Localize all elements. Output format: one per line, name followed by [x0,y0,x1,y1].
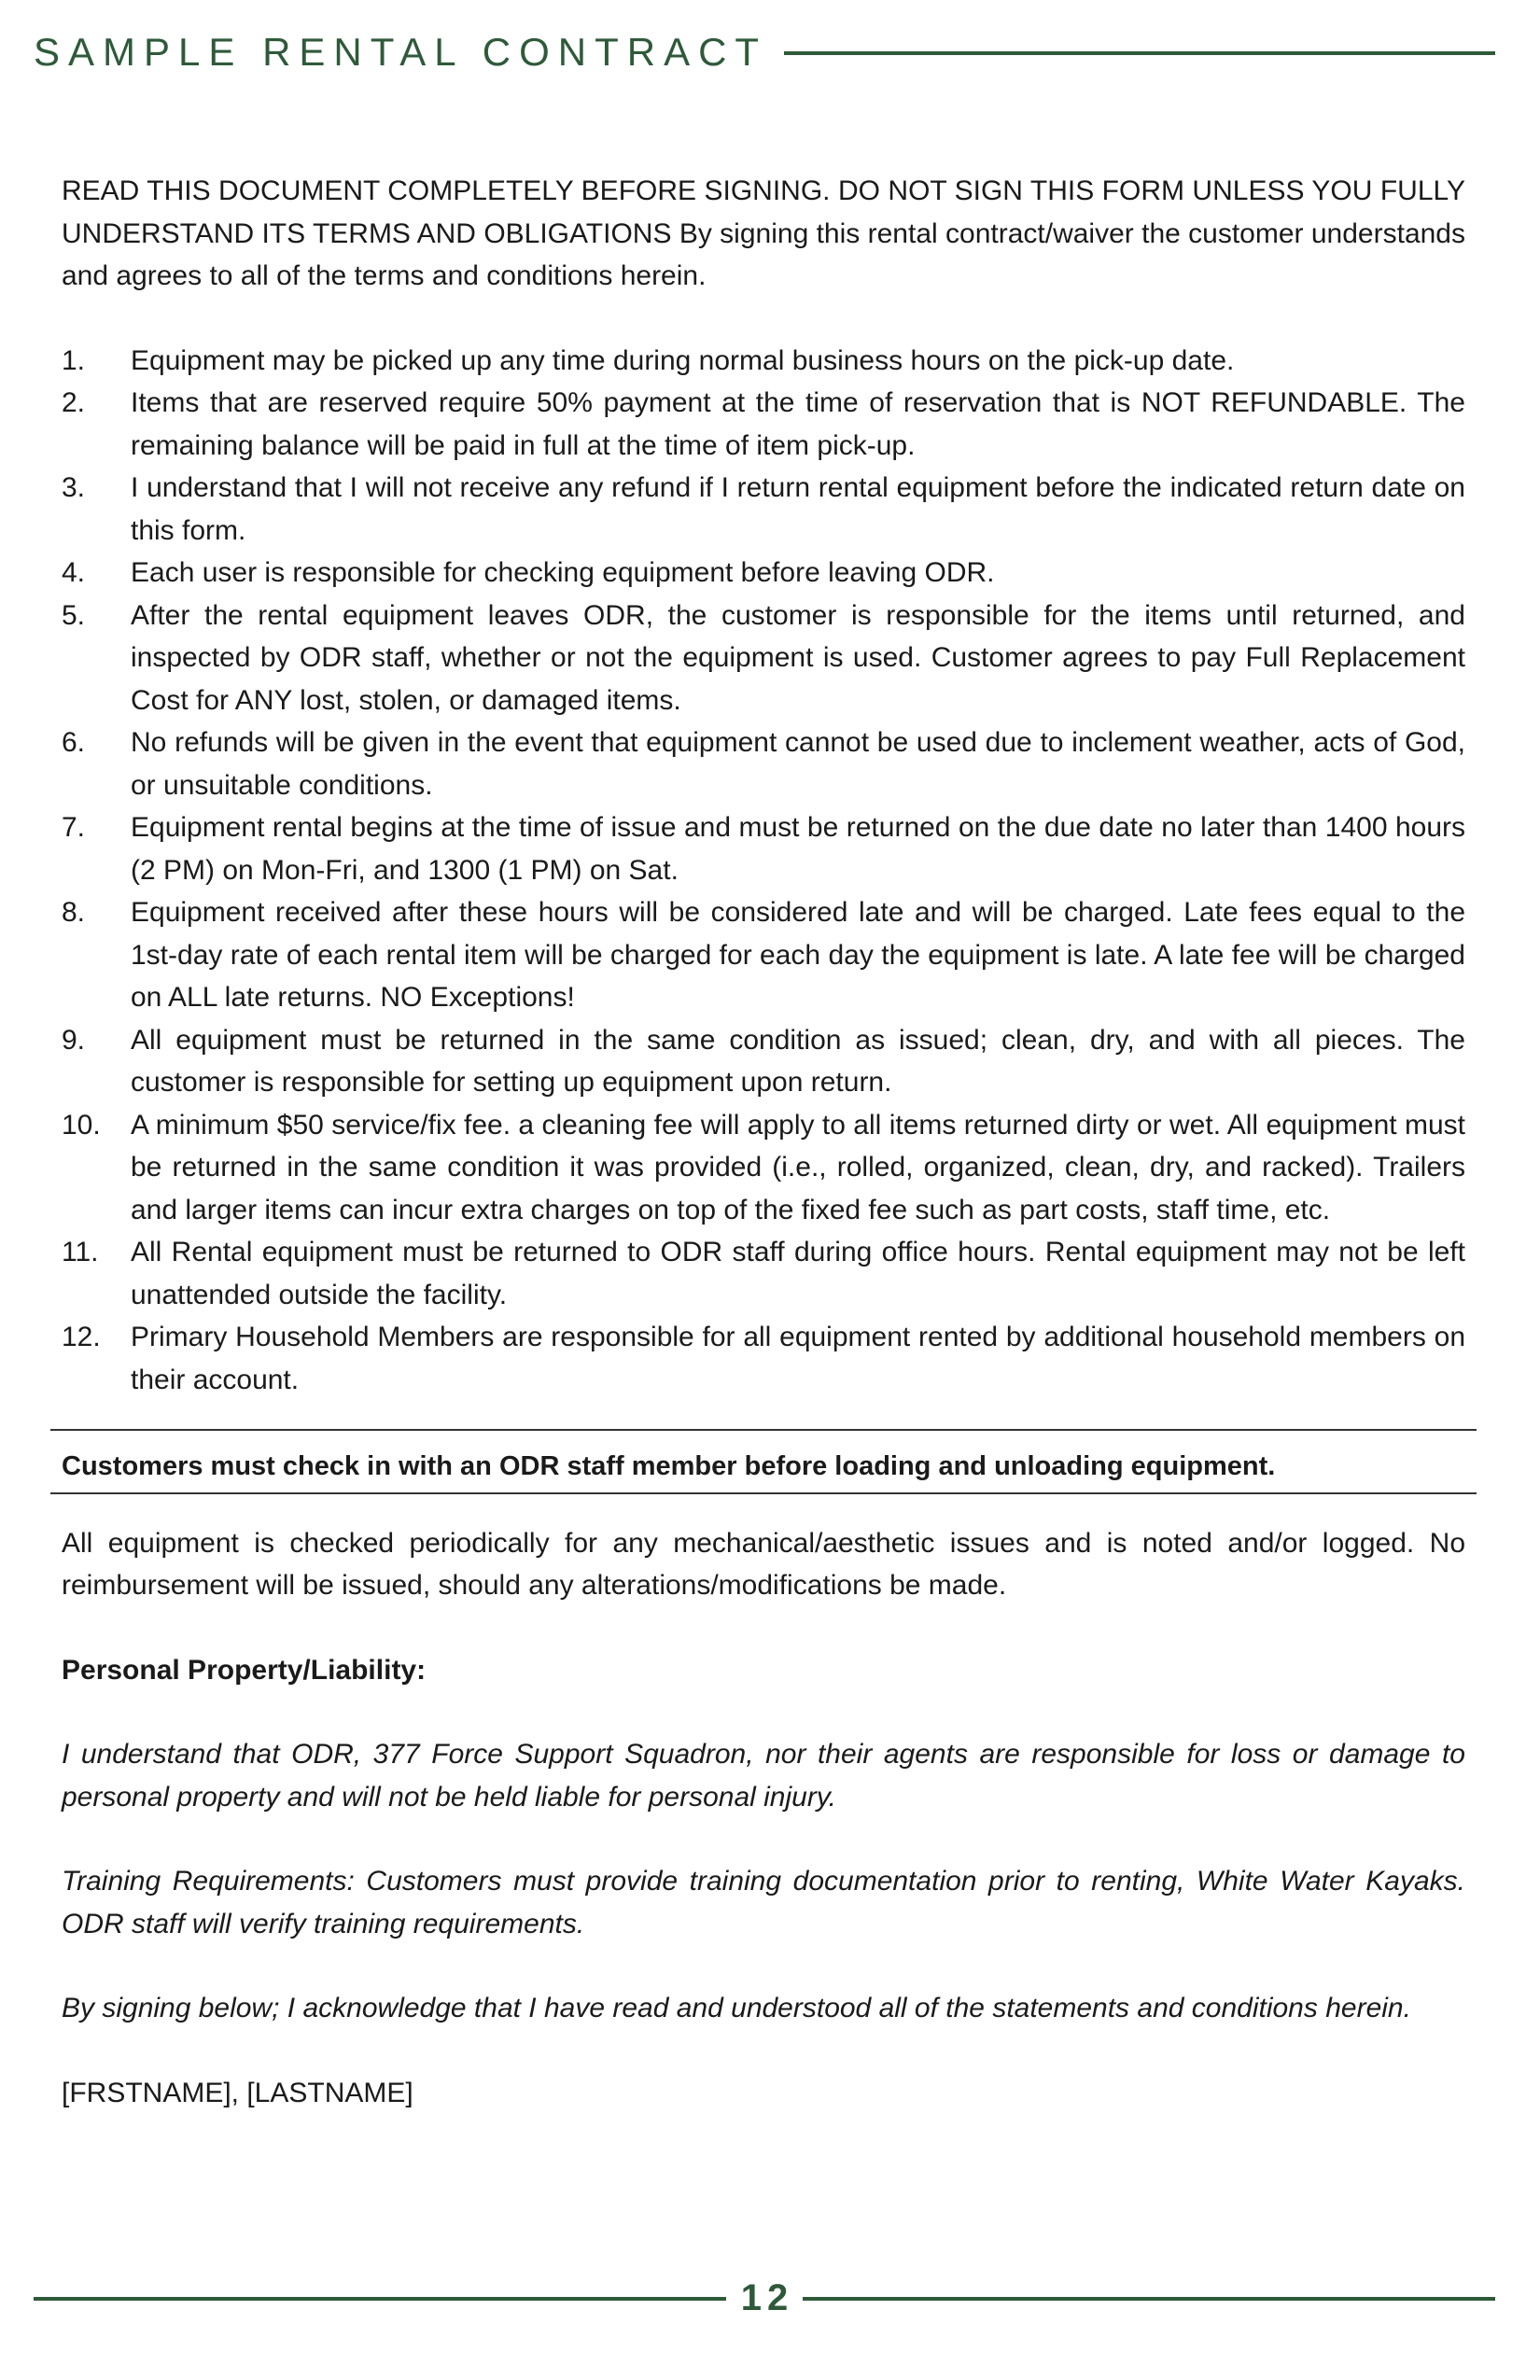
term-text: All Rental equipment must be returned to ODR staff during office hours. Rental equipment may not be left unattended outside the facility. [131,1237,1465,1310]
acknowledgment-statement: By signing below; I acknowledge that I have read and understood all of the statements and conditions herein. [62,1993,1411,2023]
term-number: 8. [62,897,86,928]
page-footer [34,2277,1495,2319]
term-item [62,1104,1465,1232]
page-number: 12 [740,2277,794,2318]
footer-rule-right [803,2297,1495,2301]
term-item [62,1019,1465,1104]
liability-statement: I understand that ODR, 377 Force Support Squadron, nor their agents are responsible for loss or damage to personal property and will not be held liable for personal injury. [62,1739,1465,1813]
term-text: Each user is responsible for checking equipment before leaving ODR. [131,557,995,588]
term-number: 1. [62,344,86,376]
training-requirements: Training Requirements: Customers must provide training documentation prior to renting, White Water Kayaks. ODR staff will verify training requirements. [62,1866,1465,1939]
signature-name-placeholder: [FRSTNAME], [LASTNAME] [62,2077,413,2108]
term-number: 7. [62,812,86,843]
term-number: 10. [62,1109,101,1141]
term-text: A minimum $50 service/fix fee. a cleaning fee will apply to all items returned dirty or wet. All equipment must be returned in the same condition it was provided (i.e., rolled, organized, clean, dry, and racked). Trailers and larger items can incur extra charges on top of the fixed fee such as part costs, staff time, etc. [131,1109,1465,1225]
term-item [62,382,1465,467]
term-number: 12. [62,1322,101,1352]
term-number: 9. [62,1024,86,1056]
term-text: I understand that I will not receive any refund if I return rental equipment before the indicated return date on this form. [131,472,1465,546]
page-header [34,30,1495,75]
term-item [62,340,1465,383]
contract-body [62,170,1465,2114]
term-item [62,467,1465,552]
check-in-callout: Customers must check in with an ODR staff member before loading and unloading equipment. [50,1429,1477,1494]
term-text: After the rental equipment leaves ODR, the customer is responsible for the items until returned, and inspected by ODR staff, whether or not the equipment is used. Customer agrees to pay Full Replacement Cost for ANY lost, stolen, or damaged items. [131,599,1465,716]
term-item [62,1316,1465,1401]
term-text: No refunds will be given in the event that equipment cannot be used due to inclement weather, acts of God, or unsuitable conditions. [131,727,1465,801]
term-item [62,721,1465,806]
term-number: 2. [62,387,86,418]
inspection-note: All equipment is checked periodically for any mechanical/aesthetic issues and is noted and/or logged. No reimbursement will be issued, should any alterations/modifications be made. [62,1527,1465,1601]
term-text: Primary Household Members are responsible for all equipment rented by additional household members on their account. [131,1322,1465,1395]
term-item [62,595,1465,722]
document-title: SAMPLE RENTAL CONTRACT [34,30,768,74]
term-number: 11. [62,1237,99,1267]
term-text: Items that are reserved require 50% payment at the time of reservation that is NOT REFUNDABLE. The remaining balance will be paid in full at the time of item pick-up. [131,387,1465,461]
liability-heading: Personal Property/Liability: [62,1654,427,1686]
term-number: 5. [62,599,86,631]
intro-paragraph: READ THIS DOCUMENT COMPLETELY BEFORE SIGNING. DO NOT SIGN THIS FORM UNLESS YOU FULLY UNDERSTAND ITS TERMS AND OBLIGATIONS By signing this rental contract/waiver the customer understands and agrees to all of the terms and conditions herein. [62,175,1465,291]
term-number: 3. [62,472,86,503]
term-item [62,806,1465,891]
term-number: 4. [62,557,86,588]
terms-list [62,340,1465,1402]
footer-rule-left [34,2297,726,2301]
term-item [62,891,1465,1019]
header-rule [784,51,1495,55]
term-text: Equipment may be picked up any time during normal business hours on the pick-up date. [131,344,1235,376]
term-item [62,1231,1465,1316]
term-text: All equipment must be returned in the same condition as issued; clean, dry, and with all pieces. The customer is responsible for setting up equipment upon return. [131,1024,1465,1098]
term-text: Equipment rental begins at the time of issue and must be returned on the due date no later than 1400 hours (2 PM) on Mon-Fri, and 1300 (1 PM) on Sat. [131,812,1465,886]
term-text: Equipment received after these hours will be considered late and will be charged. Late fees equal to the 1st-day rate of each rental item will be charged for each day the equipment is late. A late fee will be charged on ALL late returns. NO Exceptions! [131,897,1465,1013]
term-item [62,552,1465,595]
term-number: 6. [62,727,86,758]
